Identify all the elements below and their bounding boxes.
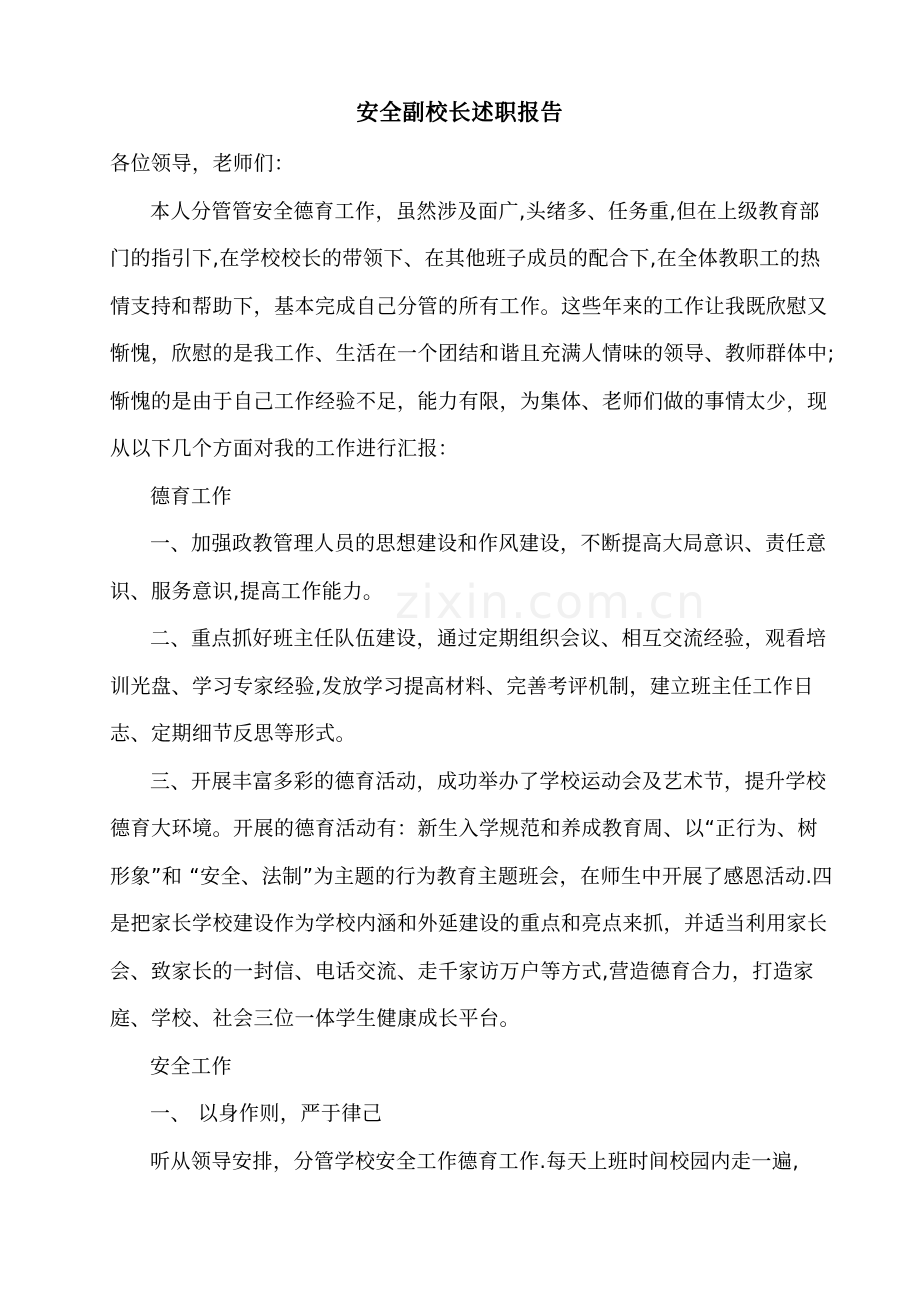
moral-item-2: 二、重点抓好班主任队伍建设，通过定期组织会议、相互交流经验，观看培训光盘、学习专家经验,发放学习提高材料、完善考评机制，建立班主任工作日志、定期细节反思等形式。 bbox=[110, 626, 827, 745]
moral-item-1: 一、加强政教管理人员的思想建设和作风建设，不断提高大局意识、责任意识、服务意识,提高工作能力。 bbox=[110, 531, 827, 603]
watermark: zixin.com.cn bbox=[395, 575, 708, 629]
document-body bbox=[110, 140, 836, 1185]
moral-item-3: 三、开展丰富多彩的德育活动，成功举办了学校运动会及艺术节，提升学校德育大环境。开展的德育活动有：新生入学规范和养成教育周、以“正行为、树形象”和 “安全、法制”为主题的行为教育主题班会，在师生中开展了感恩活动.四是把家长学校建设作为学校内涵和外延建设的重点和亮点来抓，并适当利用家长会、致家长的一封信、电话交流、走千家访万户等方式,营造德育合力，打造家庭、学校、社会三位一体学生健康成长平台。 bbox=[110, 768, 833, 1030]
greeting-line: 各位领导，老师们： bbox=[110, 151, 295, 175]
document-title: 安全副校长述职报告 bbox=[356, 101, 564, 126]
safety-item-1: 一、 以身作则，严于律己 bbox=[150, 1101, 383, 1125]
safety-item-1-text: 听从领导安排，分管学校安全工作德育工作.每天上班时间校园内走一遍, bbox=[150, 1148, 800, 1173]
section-heading-moral-education: 德育工作 bbox=[150, 483, 232, 508]
intro-paragraph: 本人分管管安全德育工作，虽然涉及面广,头绪多、任务重,但在上级教育部门的指引下,在学校校长的带领下、在其他班子成员的配合下,在全体教职工的热情支持和帮助下，基本完成自己分管的所有工作。这些年来的工作让我既欣慰又惭愧，欣慰的是我工作、生活在一个团结和谐且充满人情味的领导、教师群体中;惭愧的是由于自己工作经验不足，能力有限，为集体、老师们做的事情太少，现从以下几个方面对我的工作进行汇报： bbox=[110, 198, 835, 460]
section-heading-safety: 安全工作 bbox=[150, 1053, 232, 1078]
